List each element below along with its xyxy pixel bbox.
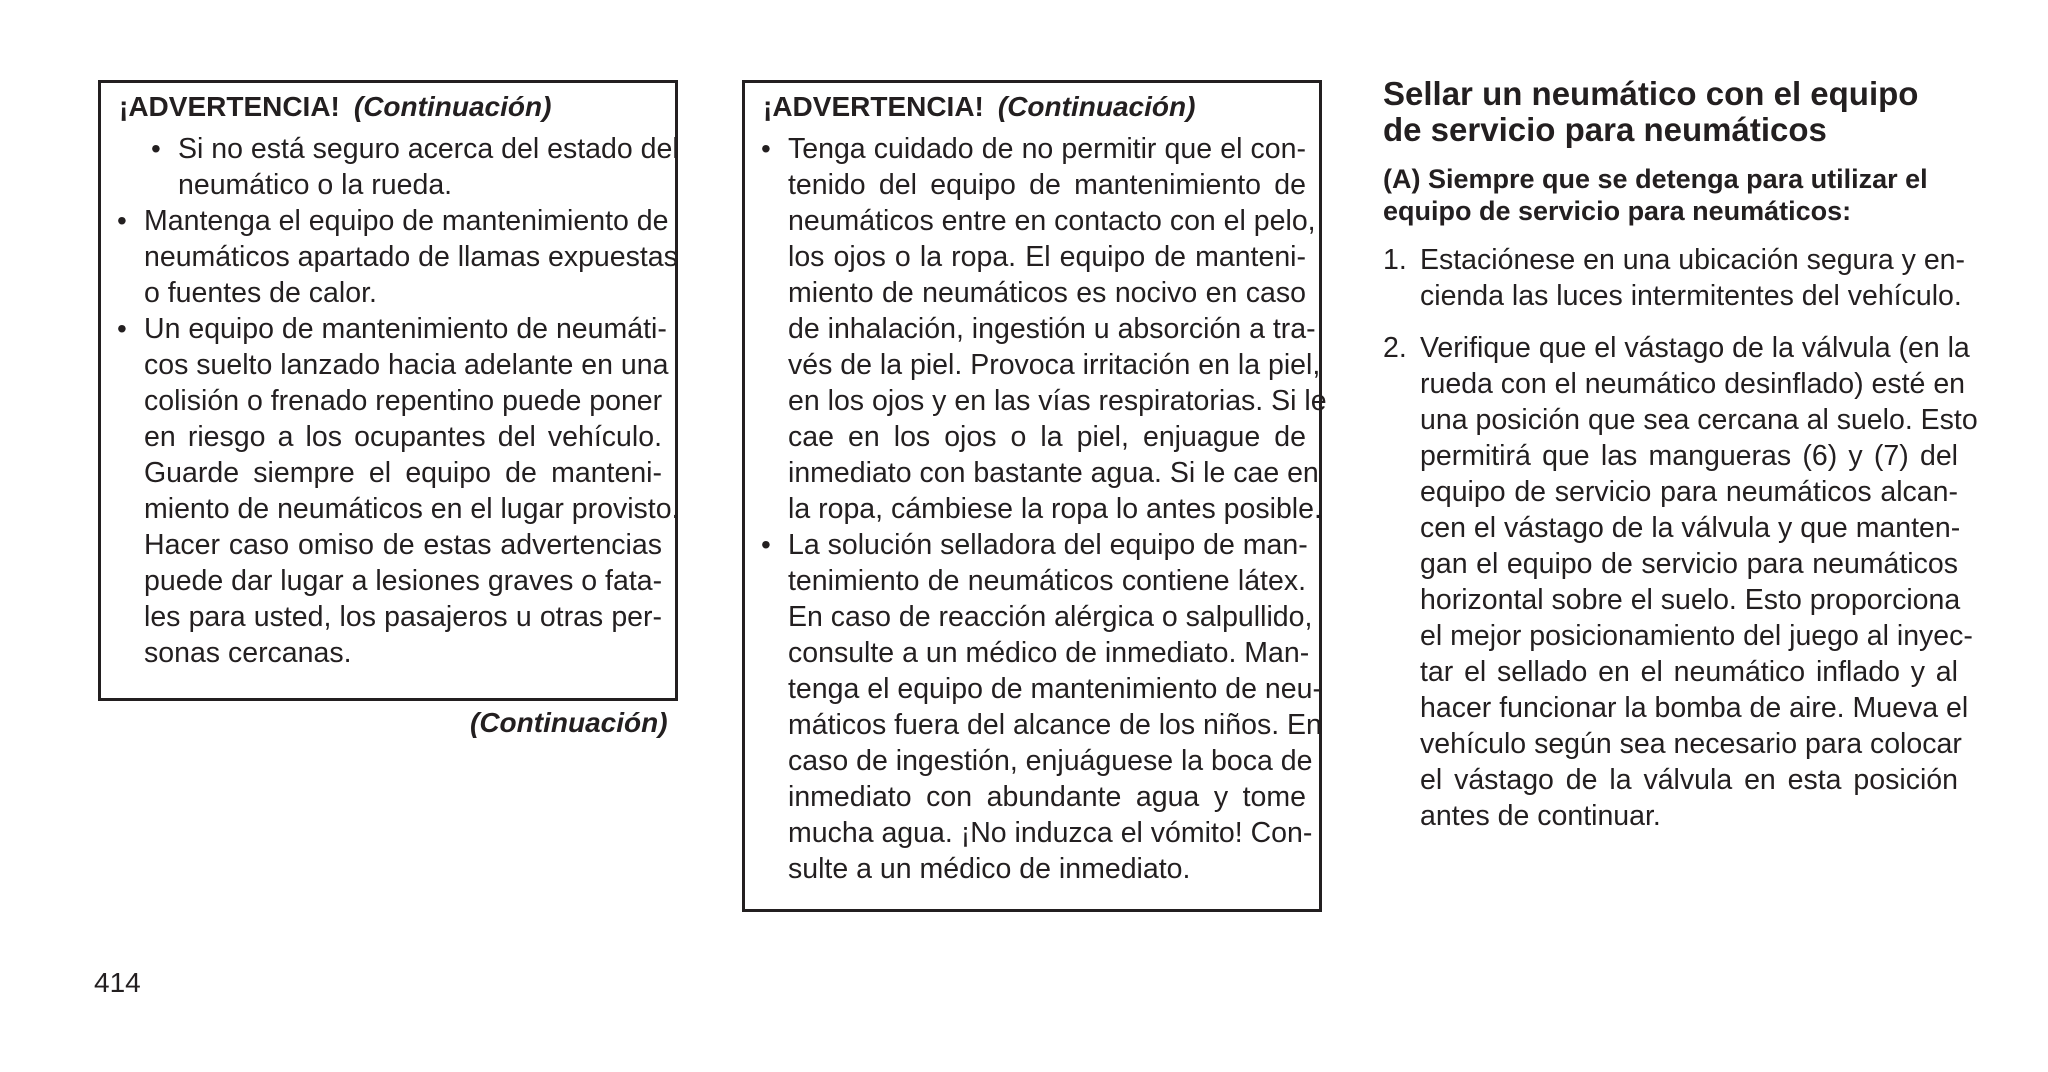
bullet-icon: • — [761, 529, 771, 560]
step-line: tar el sellado en el neumático inflado y al — [1420, 656, 1958, 688]
subheading: equipo de servicio para neumáticos: — [1383, 196, 1852, 226]
warning-line: neumáticos entre en contacto con el pelo, — [788, 205, 1316, 237]
warning-line: caso de ingestión, enjuáguese la boca de — [788, 745, 1313, 777]
warning-title — [119, 90, 551, 124]
step-number: 2. — [1383, 332, 1407, 364]
warning-line: neumáticos apartado de llamas expuestas — [144, 241, 678, 273]
step-line: antes de continuar. — [1420, 800, 1661, 832]
bullet-icon: • — [761, 133, 771, 164]
step-line: permitirá que las mangueras (6) y (7) del — [1420, 440, 1958, 472]
warning-title — [763, 90, 1195, 124]
warning-line: Tenga cuidado de no permitir que el con- — [788, 133, 1306, 165]
warning-line: o fuentes de calor. — [144, 277, 377, 309]
section-heading: de servicio para neumáticos — [1383, 111, 1827, 148]
warning-line: consulte a un médico de inmediato. Man- — [788, 637, 1310, 669]
page-number: 414 — [94, 967, 141, 998]
warning-line: Un equipo de mantenimiento de neumáti- — [144, 313, 667, 345]
warning-line: en riesgo a los ocupantes del vehículo. — [144, 421, 662, 453]
warning-line: sulte a un médico de inmediato. — [788, 853, 1191, 885]
warning-line: sonas cercanas. — [144, 637, 352, 669]
step-line: rueda con el neumático desinflado) esté en — [1420, 368, 1966, 400]
continuation-label: (Continuación) — [470, 707, 668, 738]
warning-line: en los ojos y en las vías respiratorias. Si le — [788, 385, 1327, 417]
warning-line: tenido del equipo de mantenimiento de — [788, 169, 1306, 201]
bullet-icon: • — [117, 313, 127, 344]
warning-line: los ojos o la ropa. El equipo de manteni- — [788, 241, 1306, 273]
warning-line: de inhalación, ingestión u absorción a tra- — [788, 313, 1316, 345]
warning-line: máticos fuera del alcance de los niños. En — [788, 709, 1322, 741]
warning-line: tenimiento de neumáticos contiene látex. — [788, 565, 1306, 597]
warning-title-continuation: (Continuación) — [997, 91, 1196, 122]
section-heading: Sellar un neumático con el equipo — [1383, 75, 1919, 112]
warning-line: miento de neumáticos es nocivo en caso — [788, 277, 1306, 309]
warning-box-left — [98, 80, 678, 701]
warning-line: inmediato con bastante agua. Si le cae en — [788, 457, 1319, 489]
warning-line: En caso de reacción alérgica o salpullido, — [788, 601, 1313, 633]
warning-box-middle — [742, 80, 1327, 912]
step-line: Estaciónese en una ubicación segura y en- — [1420, 244, 1966, 276]
step-line: gan el equipo de servicio para neumáticos — [1420, 548, 1958, 580]
step-line: Verifique que el vástago de la válvula (en la — [1420, 332, 1970, 364]
step-line: cen el vástago de la válvula y que manten- — [1420, 512, 1961, 544]
warning-line: mucha agua. ¡No induzca el vómito! Con- — [788, 817, 1313, 849]
warning-line: cae en los ojos o la piel, enjuague de — [788, 421, 1306, 453]
step-line: equipo de servicio para neumáticos alcan- — [1420, 476, 1958, 508]
warning-line: puede dar lugar a lesiones graves o fata- — [144, 565, 663, 597]
step-line: una posición que sea cercana al suelo. Esto — [1420, 404, 1978, 436]
bullet-icon: • — [151, 133, 161, 164]
step-line: el vástago de la válvula en esta posición — [1420, 764, 1958, 796]
warning-line: les para usted, los pasajeros u otras per- — [144, 601, 662, 633]
warning-line: La solución selladora del equipo de man- — [788, 529, 1308, 561]
warning-title-text: ¡ADVERTENCIA! — [119, 91, 340, 122]
subheading: (A) Siempre que se detenga para utilizar el — [1383, 164, 1928, 194]
step-number: 1. — [1383, 244, 1407, 276]
warning-line: cos suelto lanzado hacia adelante en una — [144, 349, 669, 381]
step-line: horizontal sobre el suelo. Esto proporciona — [1420, 584, 1961, 616]
warning-line: Mantenga el equipo de mantenimiento de — [144, 205, 669, 237]
step-line: el mejor posicionamiento del juego al inyec- — [1420, 620, 1973, 652]
warning-line: vés de la piel. Provoca irritación en la piel, — [788, 349, 1321, 381]
warning-line: colisión o frenado repentino puede poner — [144, 385, 663, 417]
bullet-icon: • — [117, 205, 127, 236]
warning-line: la ropa, cámbiese la ropa lo antes posible. — [788, 493, 1322, 525]
step-line: vehículo según sea necesario para colocar — [1420, 728, 1962, 760]
warning-title-continuation: (Continuación) — [353, 91, 552, 122]
warning-line: inmediato con abundante agua y tome — [788, 781, 1306, 813]
warning-line: Guarde siempre el equipo de manteni- — [144, 457, 662, 489]
warning-title-text: ¡ADVERTENCIA! — [763, 91, 984, 122]
step-line: hacer funcionar la bomba de aire. Mueva el — [1420, 692, 1969, 724]
warning-line: neumático o la rueda. — [178, 169, 453, 201]
warning-line: miento de neumáticos en el lugar provisto. — [144, 493, 680, 525]
warning-line: Si no está seguro acerca del estado del — [178, 133, 679, 165]
warning-line: tenga el equipo de mantenimiento de neu- — [788, 673, 1322, 705]
warning-line: Hacer caso omiso de estas advertencias — [144, 529, 662, 561]
step-line: cienda las luces intermitentes del vehículo. — [1420, 280, 1962, 312]
